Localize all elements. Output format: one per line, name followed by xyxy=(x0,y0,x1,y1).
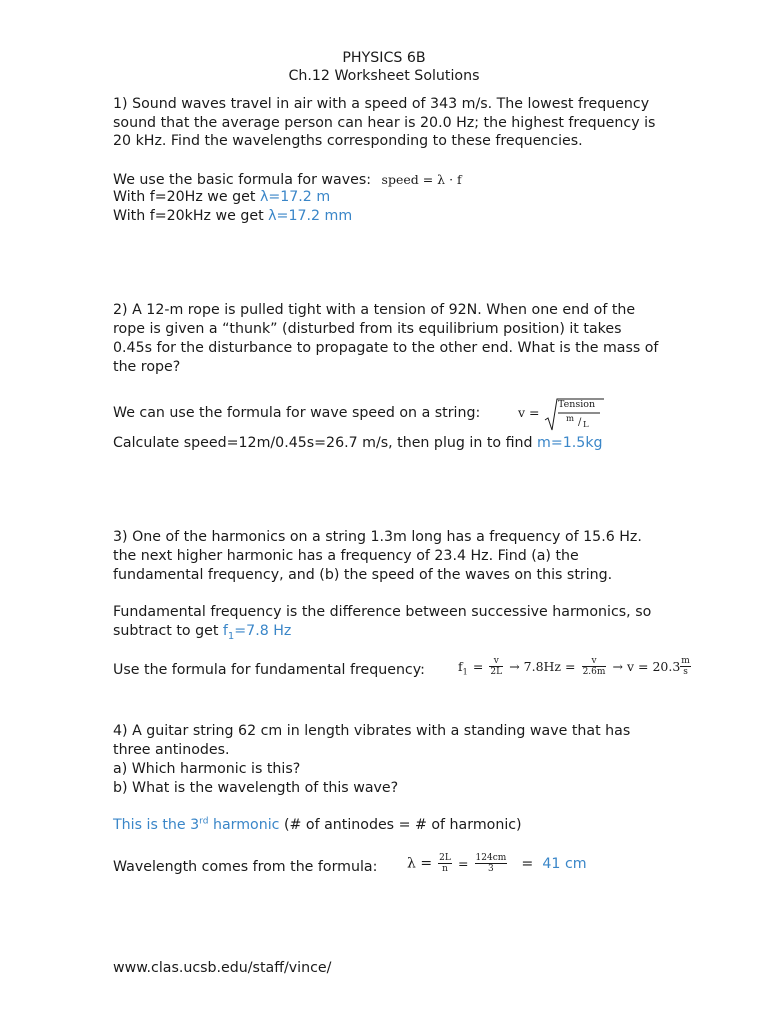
q2-formula xyxy=(518,398,608,432)
q4-answer-b: 41 cm xyxy=(542,855,587,872)
q2-text-line: the rope? xyxy=(113,359,181,375)
q4-text-line: three antinodes. xyxy=(113,742,230,758)
q3-f1-subscript: 1 xyxy=(462,667,468,677)
q3-frac-m-s xyxy=(680,656,691,677)
q1-answer-low: λ=17.2 m xyxy=(259,189,331,205)
q3-f1-symbol: f xyxy=(458,659,463,674)
q3-answer-value: =7.8 Hz xyxy=(234,623,292,639)
q2-text-line: 0.45s for the disturbance to propagate to the other end. What is the mass of xyxy=(113,340,659,356)
q3-frac1-den: 2L xyxy=(490,667,503,677)
q3-arrow2: → v = 20.3 xyxy=(612,659,681,674)
q3-answer-fundamental xyxy=(222,623,292,642)
q3-explain-line xyxy=(113,622,291,641)
q2-text-line: rope is given a “thunk” (disturbed from its equilibrium position) it takes xyxy=(113,321,622,337)
q1-text-line: 20 kHz. Find the wavelengths corresponding to these frequencies. xyxy=(113,133,583,149)
footer-url: www.clas.ucsb.edu/staff/vince/ xyxy=(113,960,332,976)
q1-answer-line xyxy=(113,207,352,226)
q1-text-line: 1) Sound waves travel in air with a speed of 343 m/s. The lowest frequency xyxy=(113,96,650,112)
q3-text-line: fundamental frequency, and (b) the speed of the waves on this string. xyxy=(113,567,613,583)
q4-answer-a-text: This is the 3 xyxy=(113,817,200,833)
q3-frac3-num: m xyxy=(681,656,690,666)
q3-frac1-num: v xyxy=(489,656,503,667)
q1-formula-line xyxy=(113,170,462,190)
q4-formula xyxy=(407,853,587,883)
q3-formula xyxy=(458,656,692,686)
q2-formula-den-m: m xyxy=(566,414,575,424)
q4-frac-2l-n xyxy=(438,853,452,874)
q4-answer-a-superscript: rd xyxy=(199,816,209,827)
q4-answer-a-line xyxy=(113,816,522,835)
q4-formula-intro: Wavelength comes from the formula: xyxy=(113,859,378,875)
q2-answer: m=1.5kg xyxy=(537,435,603,451)
q4-answer-a-note: (# of antinodes = # of harmonic) xyxy=(279,817,522,833)
q4-frac2-den: 3 xyxy=(488,864,494,874)
q3-frac2-num: v xyxy=(582,656,607,667)
q3-answer-subscript: 1 xyxy=(227,630,235,642)
q3-explain-line: Fundamental frequency is the difference between successive harmonics, so xyxy=(113,604,652,620)
q3-text-line: 3) One of the harmonics on a string 1.3m long has a frequency of 15.6 Hz. xyxy=(113,529,642,545)
q2-formula-num: Tension xyxy=(558,399,596,410)
q2-calc-prefix: Calculate speed=12m/0.45s=26.7 m/s, then plug in to find xyxy=(113,435,538,451)
q1-formula-intro: We use the basic formula for waves: xyxy=(113,172,372,188)
q2-formula-line xyxy=(113,404,480,423)
q4-frac1-den: n xyxy=(442,864,448,874)
q1-formula: speed = λ · f xyxy=(381,172,462,187)
q2-formula-den-l: L xyxy=(583,420,589,430)
q4-answer-a xyxy=(113,817,279,833)
q3-explain-prefix: subtract to get xyxy=(113,623,223,639)
q4-lambda: λ = xyxy=(407,855,433,872)
course-title: PHYSICS 6B xyxy=(342,50,426,66)
q3-frac2-den: 2.6m xyxy=(582,667,606,677)
q3-f1 xyxy=(458,659,468,677)
q4-text-line: 4) A guitar string 62 cm in length vibrates with a standing wave that has xyxy=(113,723,631,739)
q1-answer-line xyxy=(113,188,330,207)
q1-answer-prefix: With f=20Hz we get xyxy=(113,189,260,205)
q3-equals: = xyxy=(472,659,484,674)
q2-formula-intro: We can use the formula for wave speed on a string: xyxy=(113,405,481,421)
q3-text-line: the next higher harmonic has a frequency of 23.4 Hz. Find (a) the xyxy=(113,548,579,564)
q4-text-line: b) What is the wavelength of this wave? xyxy=(113,780,399,796)
q2-formula-lhs: v = xyxy=(518,405,540,420)
q4-text-line: a) Which harmonic is this? xyxy=(113,761,301,777)
page-title: Ch.12 Worksheet Solutions xyxy=(288,68,480,84)
q3-frac-v-2l xyxy=(489,656,503,677)
q4-frac2-num: 124cm xyxy=(475,853,507,863)
q1-answer-high: λ=17.2 mm xyxy=(268,208,353,224)
q1-answer-prefix: With f=20kHz we get xyxy=(113,208,269,224)
q3-formula-intro: Use the formula for fundamental frequency: xyxy=(113,662,425,678)
slash-icon: / xyxy=(578,417,582,428)
q3-answer-symbol: f xyxy=(222,623,228,639)
q4-frac1-num: 2L xyxy=(439,853,451,863)
q4-equals-2: = xyxy=(521,855,534,872)
q3-arrow1: → 7.8Hz = xyxy=(509,659,576,674)
q2-text-line: 2) A 12-m rope is pulled tight with a tension of 92N. When one end of the xyxy=(113,302,636,318)
q3-frac3-den: s xyxy=(683,667,688,677)
q1-text-line: sound that the average person can hear is 20.0 Hz; the highest frequency is xyxy=(113,115,656,131)
q3-frac-v-2.6m xyxy=(582,656,607,677)
q4-answer-a-suffix: harmonic xyxy=(208,817,280,833)
q2-calc-line xyxy=(113,434,603,453)
q4-frac-124cm-3 xyxy=(475,853,508,874)
q4-equals: = xyxy=(457,856,469,871)
